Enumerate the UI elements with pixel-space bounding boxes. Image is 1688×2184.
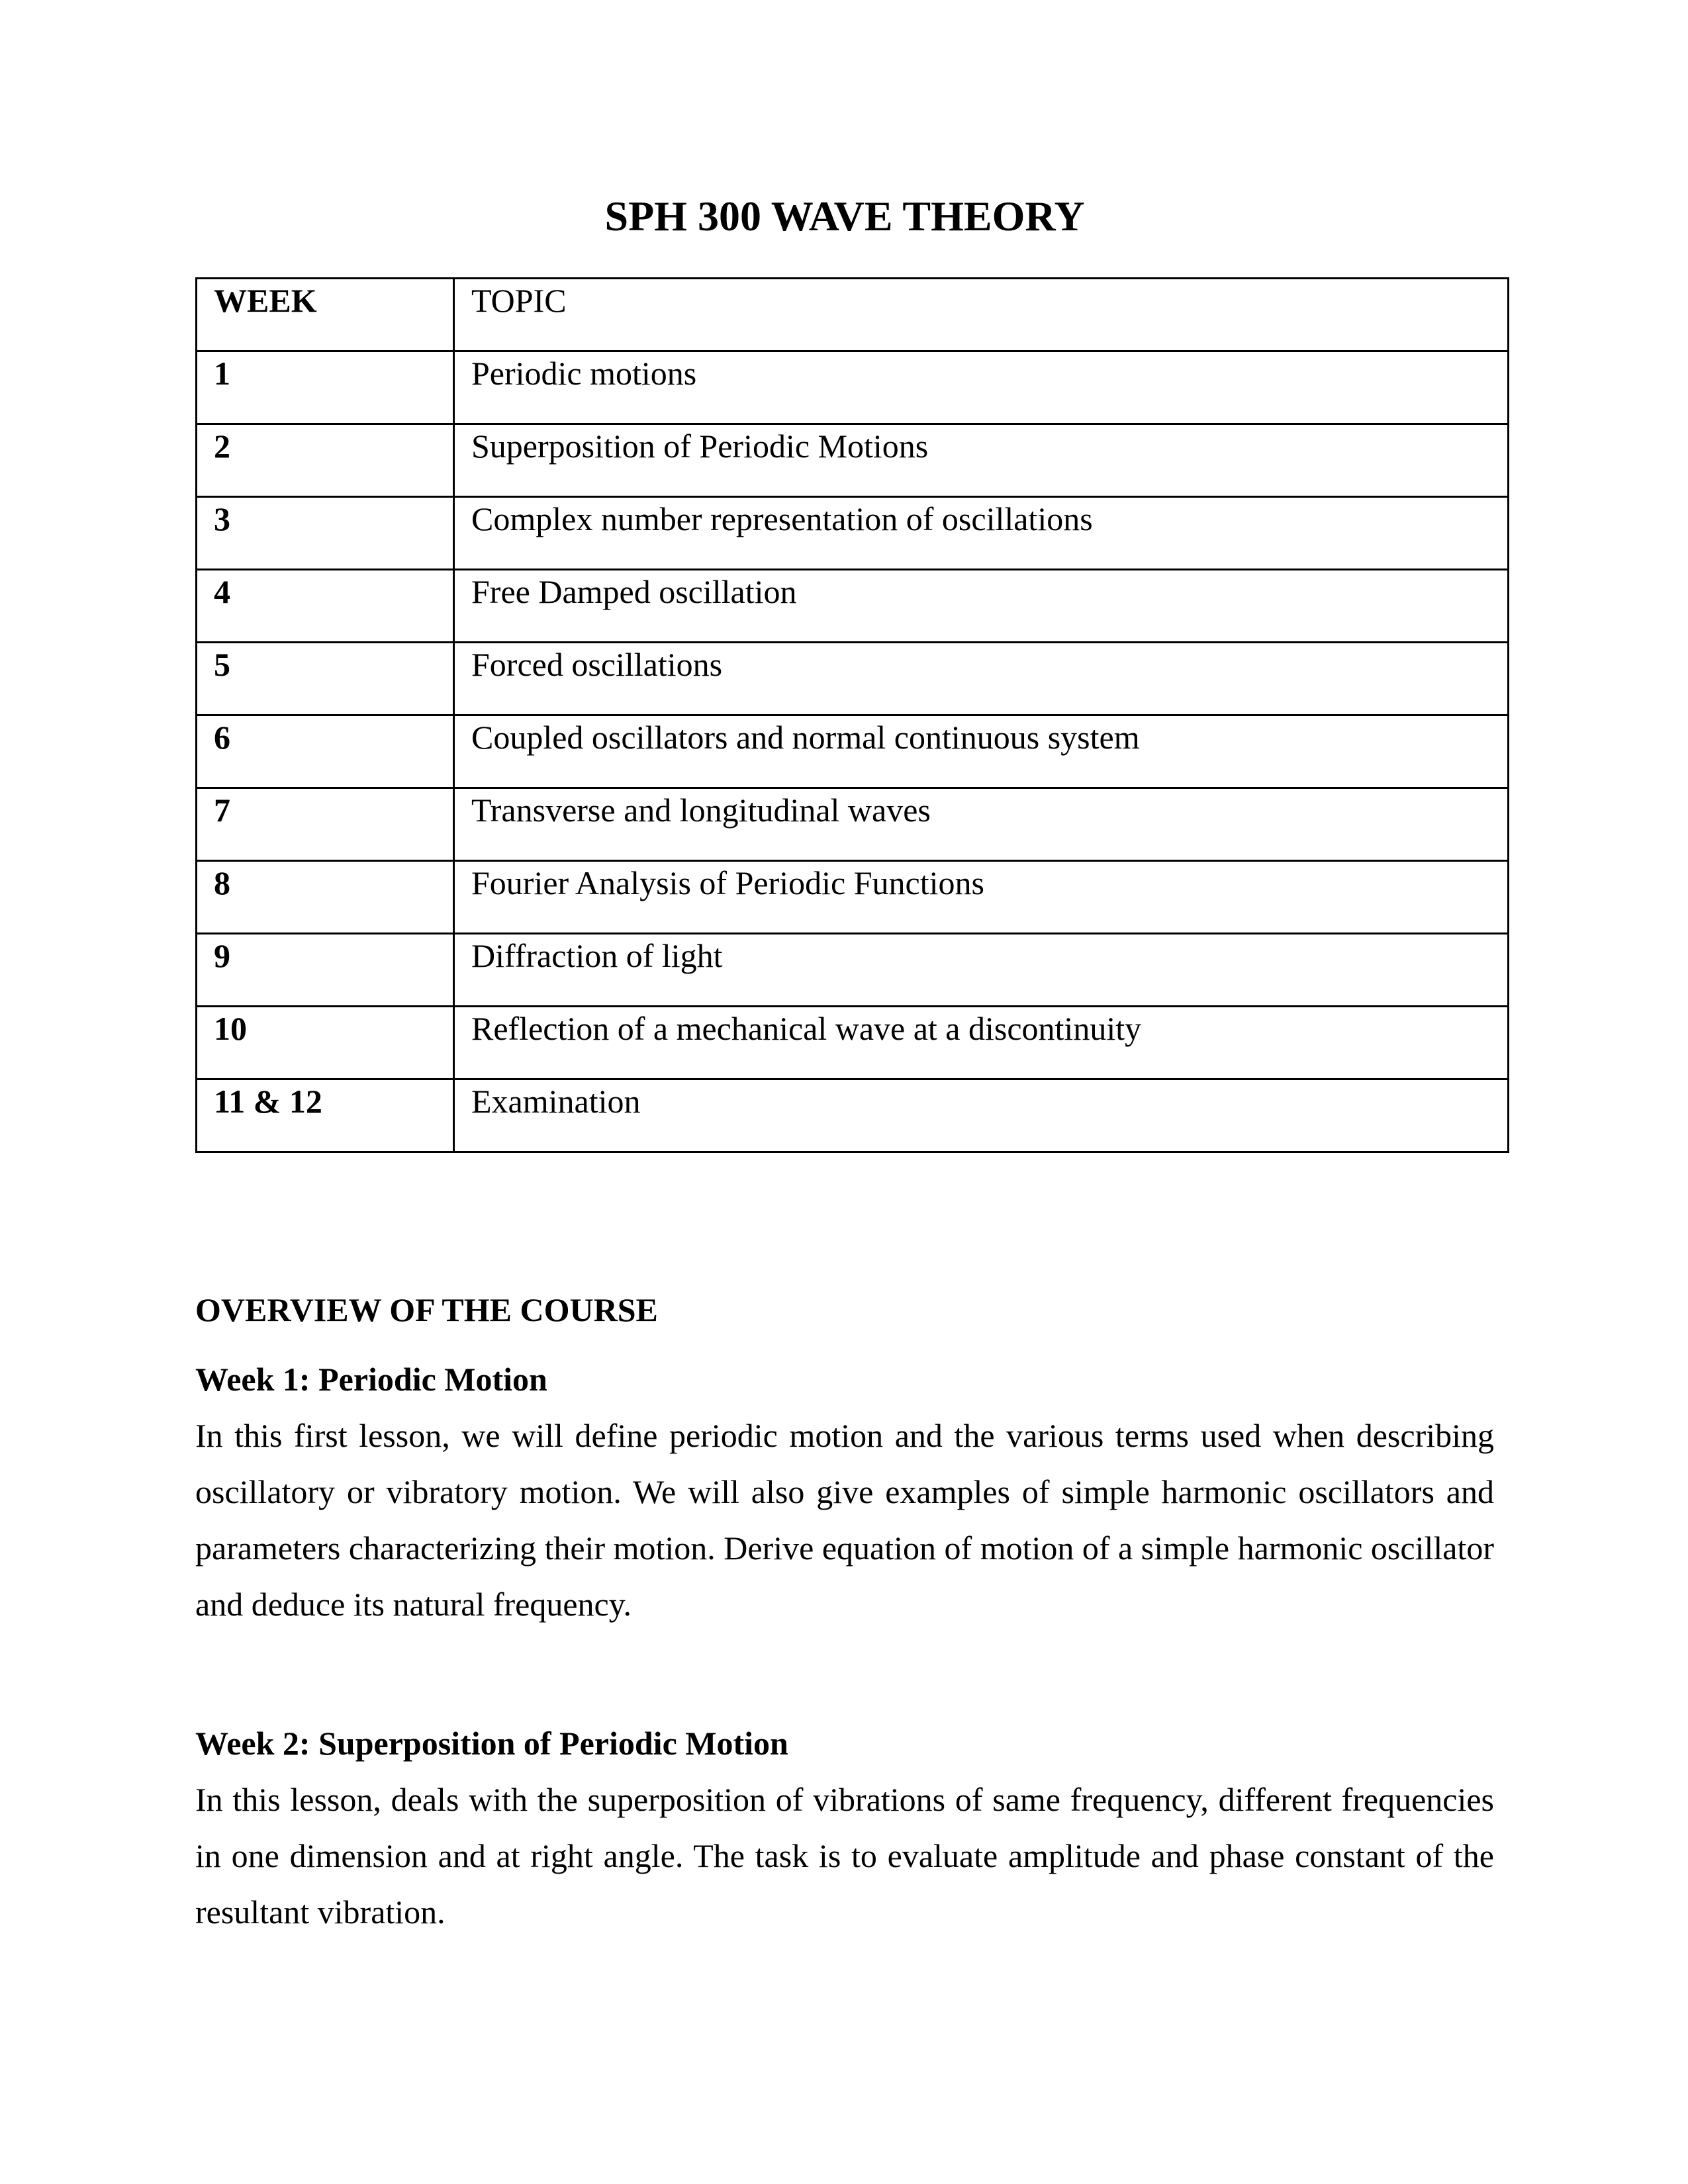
- topic-cell: Superposition of Periodic Motions: [454, 424, 1509, 497]
- week-cell: 9: [197, 934, 454, 1007]
- week-cell: 5: [197, 643, 454, 715]
- table-row: [197, 497, 1509, 570]
- table-row: [197, 715, 1509, 788]
- week-1-description: In this first lesson, we will define periodic motion and the various terms used when describing oscillatory or vibratory motion. We will also give examples of simple harmonic oscillators and parameters characterizing their motion. Derive equation of motion of a simple harmonic oscillator and deduce its natural frequency.: [195, 1417, 1494, 1623]
- topic-cell: Transverse and longitudinal waves: [454, 788, 1509, 861]
- week-1-heading: Week 1: Periodic Motion: [195, 1361, 547, 1398]
- topic-cell: Complex number representation of oscillations: [454, 497, 1509, 570]
- table-row: [197, 570, 1509, 643]
- week-cell: 8: [197, 861, 454, 934]
- course-schedule-table: [195, 277, 1509, 1153]
- topic-cell: Examination: [454, 1079, 1509, 1152]
- table-row: [197, 424, 1509, 497]
- topic-cell: Free Damped oscillation: [454, 570, 1509, 643]
- table-row: [197, 1007, 1509, 1079]
- week-cell: 7: [197, 788, 454, 861]
- topic-cell: Diffraction of light: [454, 934, 1509, 1007]
- week-cell: 2: [197, 424, 454, 497]
- table-row: [197, 861, 1509, 934]
- week-column-header: WEEK: [197, 279, 454, 351]
- week-cell: 4: [197, 570, 454, 643]
- week-cell: 6: [197, 715, 454, 788]
- topic-cell: Reflection of a mechanical wave at a discontinuity: [454, 1007, 1509, 1079]
- week-2-description: In this lesson, deals with the superposition of vibrations of same frequency, different frequencies in one dimension and at right angle. The task is to evaluate amplitude and phase constant of the resultant vibration.: [195, 1781, 1494, 1931]
- section-week-1: [195, 1351, 1494, 1633]
- topic-cell: Coupled oscillators and normal continuous system: [454, 715, 1509, 788]
- table-row: [197, 934, 1509, 1007]
- topic-column-header: TOPIC: [454, 279, 1509, 351]
- section-week-2: [195, 1715, 1494, 1940]
- table-row: [197, 788, 1509, 861]
- week-cell: 11 & 12: [197, 1079, 454, 1152]
- topic-cell: Forced oscillations: [454, 643, 1509, 715]
- topic-cell: Periodic motions: [454, 351, 1509, 424]
- table-header-row: [197, 279, 1509, 351]
- overview-heading: OVERVIEW OF THE COURSE: [195, 1291, 658, 1328]
- week-cell: 10: [197, 1007, 454, 1079]
- week-cell: 3: [197, 497, 454, 570]
- week-cell: 1: [197, 351, 454, 424]
- table-row: [197, 643, 1509, 715]
- table-row: [197, 1079, 1509, 1152]
- week-2-heading: Week 2: Superposition of Periodic Motion: [195, 1725, 788, 1762]
- course-title: SPH 300 WAVE THEORY: [604, 193, 1085, 240]
- table-row: [197, 351, 1509, 424]
- topic-cell: Fourier Analysis of Periodic Functions: [454, 861, 1509, 934]
